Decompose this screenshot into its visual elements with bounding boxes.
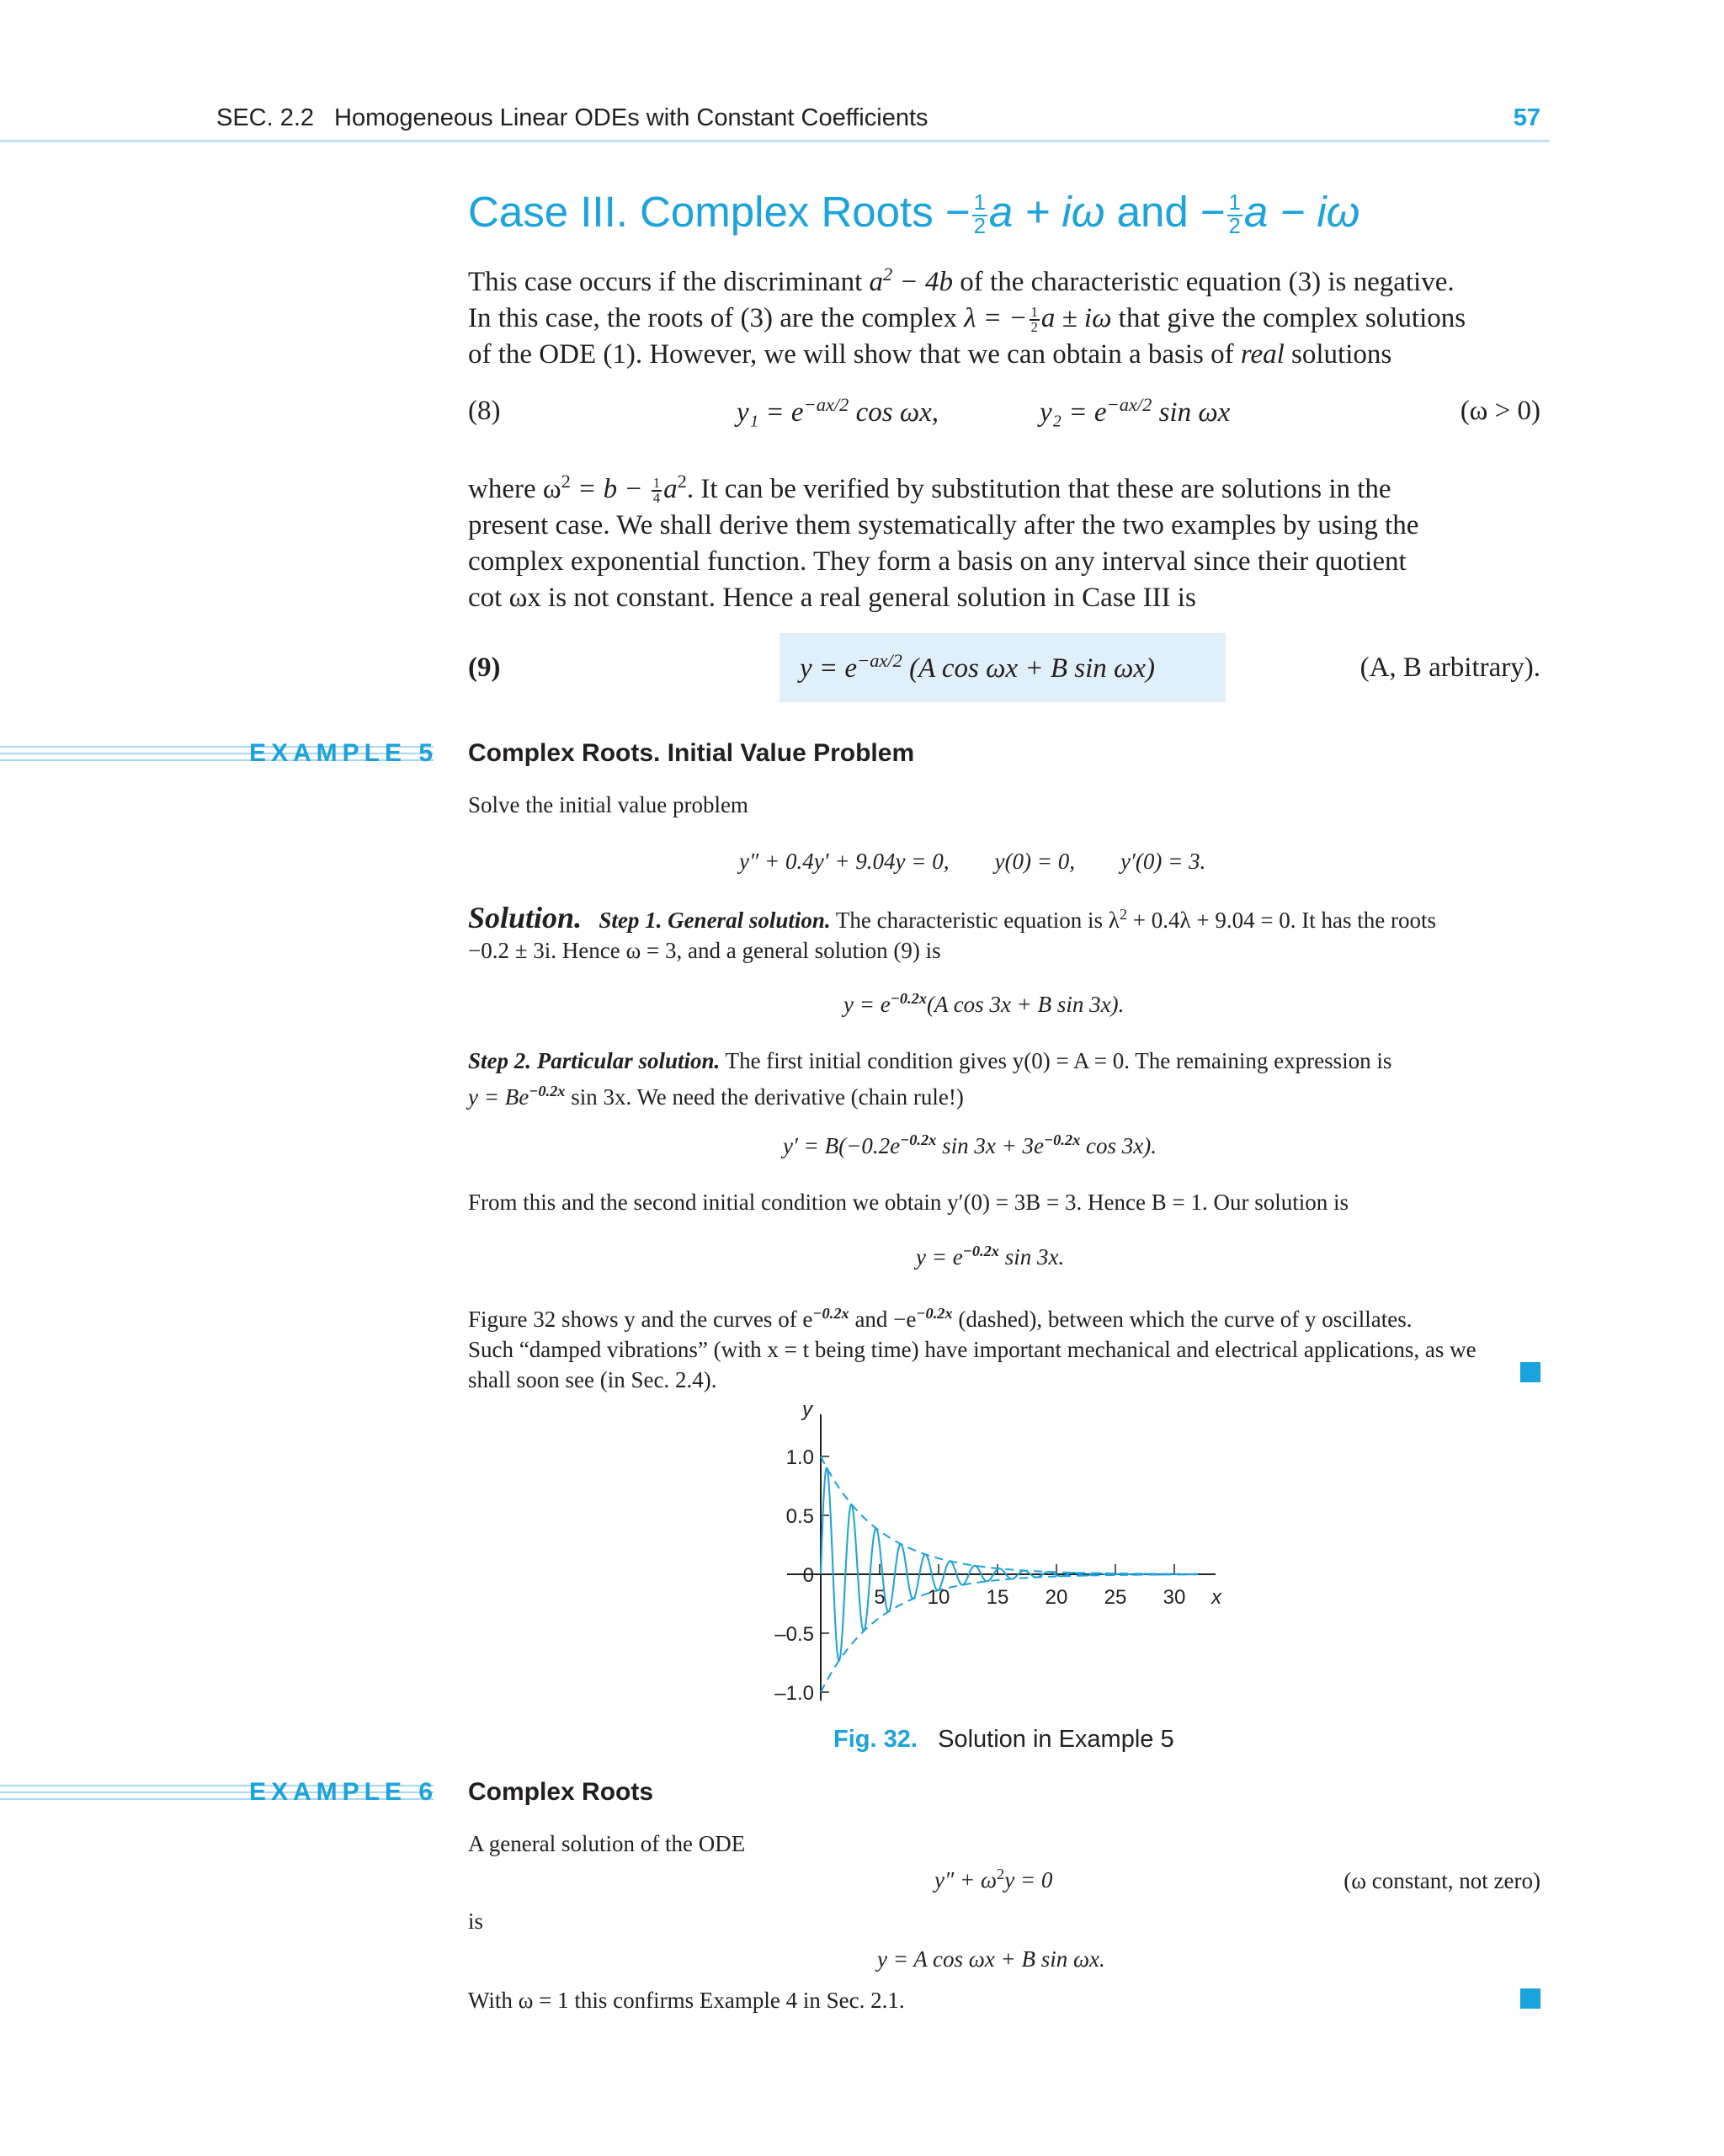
step2-line-1 [468,1046,1540,1076]
eq-text: y′ = B(−0.2e [783,1133,901,1158]
fraction-denominator: 2 [1228,214,1241,238]
end-of-example-6-icon [1520,1988,1540,2009]
example6-is: is [468,1908,484,1934]
step2-text: y = Be [468,1084,529,1110]
x-tick-label: 20 [1045,1586,1068,1609]
y-tick-label: 0.5 [785,1505,814,1528]
step2-text: The first initial condition gives y(0) = A = 0. The remaining expression is [720,1048,1392,1073]
step2-label: Step 2. Particular solution. [468,1048,721,1073]
discriminant: $a^2 - 4b$ [869,264,954,297]
para2-line-1: where $\omega^2 = b$ − $\frac{1}{4}$ $a^2$. It can be verified by substitution that these are solutions in the [468,471,1391,507]
x-tick-label: 25 [1104,1586,1127,1609]
figure-caption-text: Solution in Example 5 [938,1726,1174,1753]
eq-text: y = e [916,1244,963,1270]
para-text: . It can be verified by substitution that these are solutions in the [686,474,1391,504]
figure-discussion [468,1298,1540,1395]
eq-text: sin 3x + 3e [936,1133,1045,1158]
x-tick-label: 5 [874,1586,886,1609]
section-title: Homogeneous Linear ODEs with Constant Coefficients [334,104,929,131]
eq-text: y₂ = e [1040,397,1107,428]
discussion-text: and −e [849,1307,917,1332]
y-tick-label: –0.5 [774,1623,814,1646]
case-heading-root-2: a − iω [1243,188,1360,236]
para2-line-2: present case. We shall derive them systematically after the two examples by using the [468,510,1419,540]
example6-solution: y = A cos ωx + B sin ωx. [877,1946,1105,1972]
para-text: a [663,474,678,504]
step2-text: sin 3x. We need the derivative (chain rule!) [565,1084,964,1110]
example6-intro: A general solution of the ODE [468,1831,746,1856]
eq-exponent: −0.2x [1044,1131,1081,1148]
envelope-curve [821,1456,1198,1574]
eq-exponent: −ax/2 [803,394,849,415]
case-heading-prefix: Case III. Complex Roots [468,188,945,236]
superscript-2: 2 [1119,906,1128,923]
example5-intro: Solve the initial value problem [468,792,748,817]
example6-title: Complex Roots [468,1778,654,1806]
step1-text: + 0.4λ + 9.04 = 0. It has the roots [1127,908,1437,933]
intro-text: solutions [1284,339,1392,370]
fraction-denominator: 2 [973,214,986,238]
example5-label: EXAMPLE 5 [249,739,439,767]
y-tick-label: 1.0 [785,1446,814,1469]
x-tick-label: 30 [1163,1586,1186,1609]
eq9-note: (A, B arbitrary). [1360,652,1540,683]
y-tick-label: –1.0 [774,1682,814,1705]
discussion-text: (dashed), between which the curve of y oscillates. [952,1307,1413,1332]
case-heading-and: and [1104,188,1200,236]
case-heading-sign-1: − [944,188,971,236]
case-heading-sign-2: − [1200,188,1226,236]
fraction-numerator: 1 [1228,191,1241,216]
example6-ode-note: (ω constant, not zero) [1344,1868,1540,1893]
intro-text: that give the complex solutions [1111,303,1466,333]
y-axis-label: y [802,1398,812,1421]
emphasis-real: real [1240,339,1285,370]
eq-text: cos 3x). [1080,1133,1157,1158]
fraction-one-half-2 [1227,193,1242,237]
eq8-number: (8) [468,396,501,426]
x-tick-label: 10 [927,1586,950,1609]
eq-exponent: −0.2x [962,1243,999,1259]
eq-text: y = e [800,653,858,684]
eq-text: y = 0 [1004,1867,1053,1892]
discussion-text: Figure 32 shows y and the curves of e [468,1307,813,1332]
example6-ode [934,1866,1052,1893]
para-text: = b − [570,474,650,504]
para2-line-4: cot ωx is not constant. Hence a real general solution in Case III is [468,583,1196,613]
intro-line-3 [468,337,1540,373]
case-heading-root-1: a + iω [988,188,1105,236]
eq-exponent: −0.2x [900,1131,937,1148]
figure-discussion-line-1 [468,1298,1540,1334]
superscript-2: 2 [677,471,687,492]
step2-paragraph [468,1046,1540,1112]
figure-discussion-line-3: shall soon see (in Sec. 2.4). [468,1367,717,1392]
eq-text: y″ + ω [934,1867,998,1892]
eq-text: y = e [843,992,891,1017]
intro-line-2 [468,301,1540,337]
solution-label: Solution. [468,901,583,934]
solution-line-1 [468,899,1540,935]
lambda-expression: λ = − $\frac{1}{2}$ a ± iω [964,303,1112,336]
eq8-condition: (ω > 0) [1460,396,1540,426]
y-tick-label: 0 [802,1564,814,1587]
page-number: 57 [1513,104,1540,131]
example5-ivp: y″ + 0.4y′ + 9.04y = 0, y(0) = 0, y′(0) = 3. [739,849,1206,874]
general-solution [843,990,1124,1018]
case-heading [468,187,1360,237]
header-rule [0,140,1549,142]
superscript-2: 2 [997,1866,1005,1882]
figure-32-chart [758,1397,1246,1717]
step1-label: Step 1. General solution. [599,908,831,933]
eq-text: sin ωx [1152,397,1231,428]
eq9-number: (9) [468,652,501,683]
end-of-example-5-icon [1520,1362,1540,1382]
eq-text: (A cos 3x + B sin 3x). [926,992,1125,1017]
section-number: SEC. 2.2 [216,104,315,131]
eq8-y2 [1040,394,1230,429]
figure-discussion-line-2: Such “damped vibrations” (with x = t being time) have important mechanical and electrical applications, as we [468,1337,1477,1362]
fraction-one-half [972,193,987,237]
solution-paragraph [468,899,1540,966]
step2-line-2 [468,1076,1540,1112]
para2-line-3: complex exponential function. They form a basis on any interval since their quotient [468,546,1407,577]
damped-oscillation-plot [758,1397,1246,1717]
eq9-formula [800,650,1155,684]
superscript-2: 2 [561,471,571,492]
derivative-equation [783,1131,1157,1159]
paragraph-2 [468,463,1540,616]
eq-text: cos ωx, [849,397,939,428]
intro-text: of the characteristic equation (3) is negative. [953,267,1455,297]
eq-text: (A cos ωx + B sin ωx) [902,653,1155,684]
eq-exponent: −0.2x [529,1083,566,1099]
para-text: where ω [468,474,561,504]
step1-text: The characteristic equation is λ [830,908,1120,933]
figure-label: Fig. 32. [833,1726,918,1753]
solution-line-2: −0.2 ± 3i. Hence ω = 3, and a general solution (9) is [468,938,941,963]
intro-text: of the ODE (1). However, we will show that we can obtain a basis of [468,339,1241,370]
eq-exponent: −0.2x [812,1305,849,1322]
fraction-numerator: 1 [973,191,986,216]
example6-confirm: With ω = 1 this confirms Example 4 in Sec. 2.1. [468,1988,905,2013]
eq-exponent: −0.2x [916,1305,953,1322]
solution-curve [821,1468,1198,1661]
example5-title: Complex Roots. Initial Value Problem [468,739,915,767]
running-head [216,104,1540,138]
eq-text: sin 3x. [998,1244,1065,1270]
from-initial-condition: From this and the second initial condition we obtain y′(0) = 3B = 3. Hence B = 1. Our solution is [468,1190,1349,1215]
intro-line-1 [468,256,1540,301]
example6-label: EXAMPLE 6 [249,1778,439,1806]
eq-text: y₁ = e [737,397,804,428]
intro-text: This case occurs if the discriminant [468,267,870,297]
intro-text: In this case, the roots of (3) are the complex [468,303,965,333]
intro-paragraph [468,256,1540,373]
final-solution [916,1243,1064,1270]
figure-caption [833,1726,1174,1754]
eq-exponent: −ax/2 [857,650,902,671]
eq8-y1 [737,394,939,429]
eq-exponent: −0.2x [890,990,927,1007]
x-axis-label: x [1211,1586,1221,1609]
eq-exponent: −ax/2 [1106,394,1152,415]
x-tick-label: 15 [986,1586,1009,1609]
